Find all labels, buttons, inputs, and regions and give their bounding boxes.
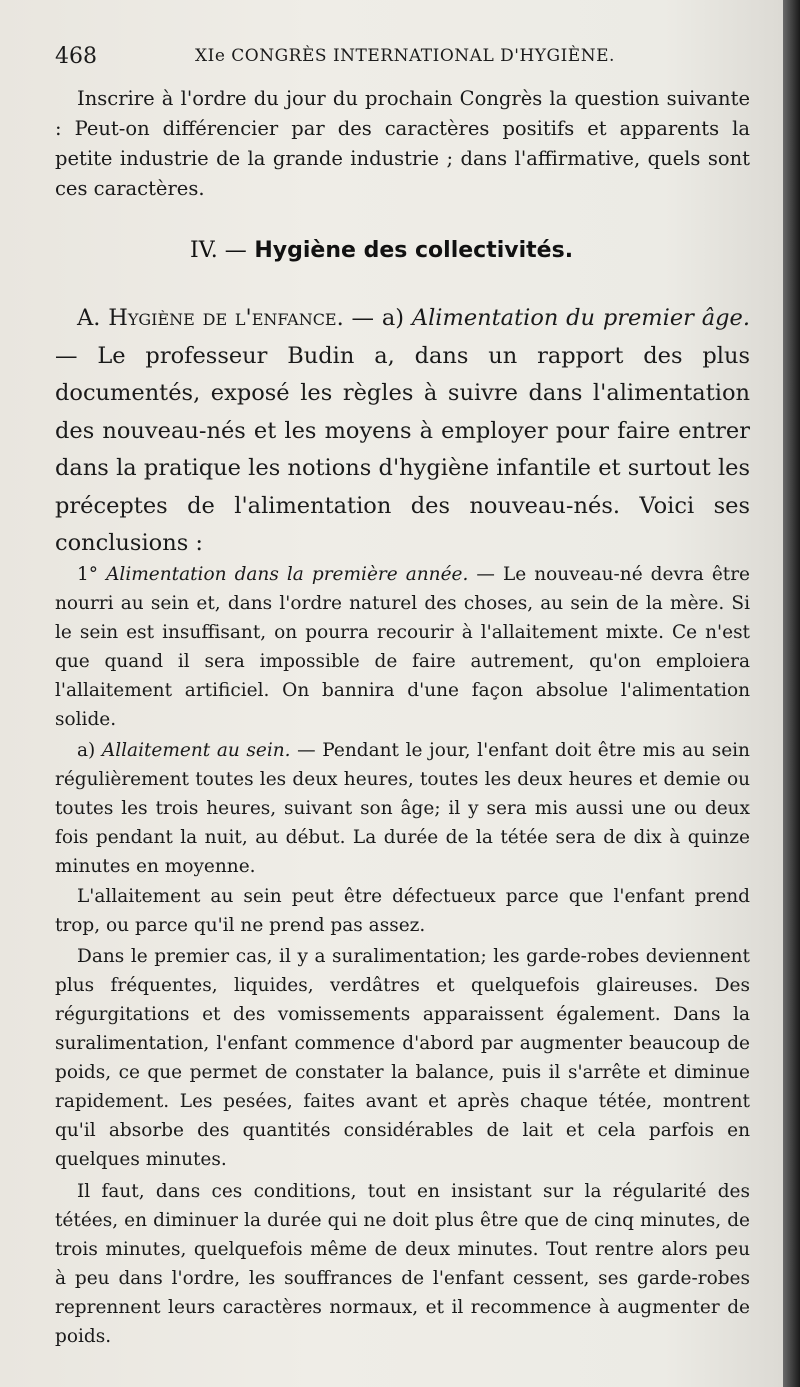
intro-paragraph: Inscrire à l'ordre du jour du prochain Congrès la question suivante : Peut-on différencier par des caractères positifs et apparents la petite industrie de la grande industrie ; dans l'affirmative, quels sont ces caractères.	[55, 87, 750, 200]
main-text: — Le professeur Budin a, dans un rapport des plus documentés, exposé les règles à suivre dans l'alimentation des nouveau-nés et les moyens à employer pour faire entrer dans la pratique les notions d'hygiène infantile et surtout les préceptes de l'alimentation des nouveau-nés. Voici ses conclusions :	[55, 342, 750, 556]
paragraph-alimentation	[55, 560, 750, 734]
paragraph-text: — Le nouveau-né devra être nourri au sein et, dans l'ordre naturel des choses, au sein de la mère. Si le sein est insuffisant, on pourra recourir à l'allaitement mixte. Ce n'est que quand il sera impossible de faire autrement, qu'on emploiera l'allaitement artificiel. On bannira d'une façon absolue l'alimentation solide.	[55, 564, 751, 730]
paragraph-italic-heading: Alimentation dans la première année.	[106, 564, 469, 585]
section-number: IV. —	[190, 238, 247, 263]
paragraph-conditions: Il faut, dans ces conditions, tout en insistant sur la régularité des tétées, en diminuer la durée qui ne doit plus être que de cinq minutes, de trois minutes, quelquefois même de deux minutes. Tout rentre alors peu à peu dans l'ordre, les souffrances de l'enfant cessent, ses garde-robes reprennent leurs caractères normaux, et il recommence à augmenter de poids.	[55, 1181, 750, 1347]
paragraph-suralimentation: Dans le premier cas, il y a suralimentation; les garde-robes deviennent plus fréquentes, liquides, verdâtres et quelquefois glaireuses. Des régurgitations et des vomissements apparaissent également. Dans la suralimentation, l'enfant commence d'abord par augmenter beaucoup de poids, ce que permet de constater la balance, puis il s'arrête et diminue rapidement. Les pesées, faites avant et après chaque tétée, montrent qu'il absorbe des quantités considérables de lait et cela parfois en quelques minutes.	[55, 946, 750, 1170]
page-edge-shadow	[783, 0, 800, 1387]
section-heading	[190, 238, 573, 263]
subsection-subtitle: Alimentation du premier âge.	[411, 305, 750, 331]
running-title: XIe CONGRÈS INTERNATIONAL D'HYGIÈNE.	[195, 46, 615, 66]
paragraph-allaitement	[55, 736, 750, 881]
main-paragraph	[55, 300, 750, 563]
paragraph-italic-heading: Allaitement au sein.	[101, 740, 291, 761]
paragraph-lead: a)	[77, 740, 102, 761]
section-title: Hygiène des collectivités.	[254, 238, 574, 263]
subsection-dash: — a)	[343, 305, 412, 331]
page-number: 468	[55, 44, 97, 69]
paragraph-defectueux: L'allaitement au sein peut être défectueux parce que l'enfant prend trop, ou parce qu'il ne prend pas assez.	[55, 886, 750, 936]
paragraph-text: — Pendant le jour, l'enfant doit être mis au sein régulièrement toutes les deux heures, toutes les deux heures et demie ou toutes les trois heures, suivant son âge; il y sera mis aussi une ou deux fois pendant la nuit, au début. La durée de la tétée sera de dix à quinze minutes en moyenne.	[55, 740, 750, 877]
subsection-label: A. Hygiène de l'enfance.	[77, 305, 344, 331]
running-head	[55, 44, 755, 72]
paragraph-lead: 1°	[77, 564, 107, 585]
